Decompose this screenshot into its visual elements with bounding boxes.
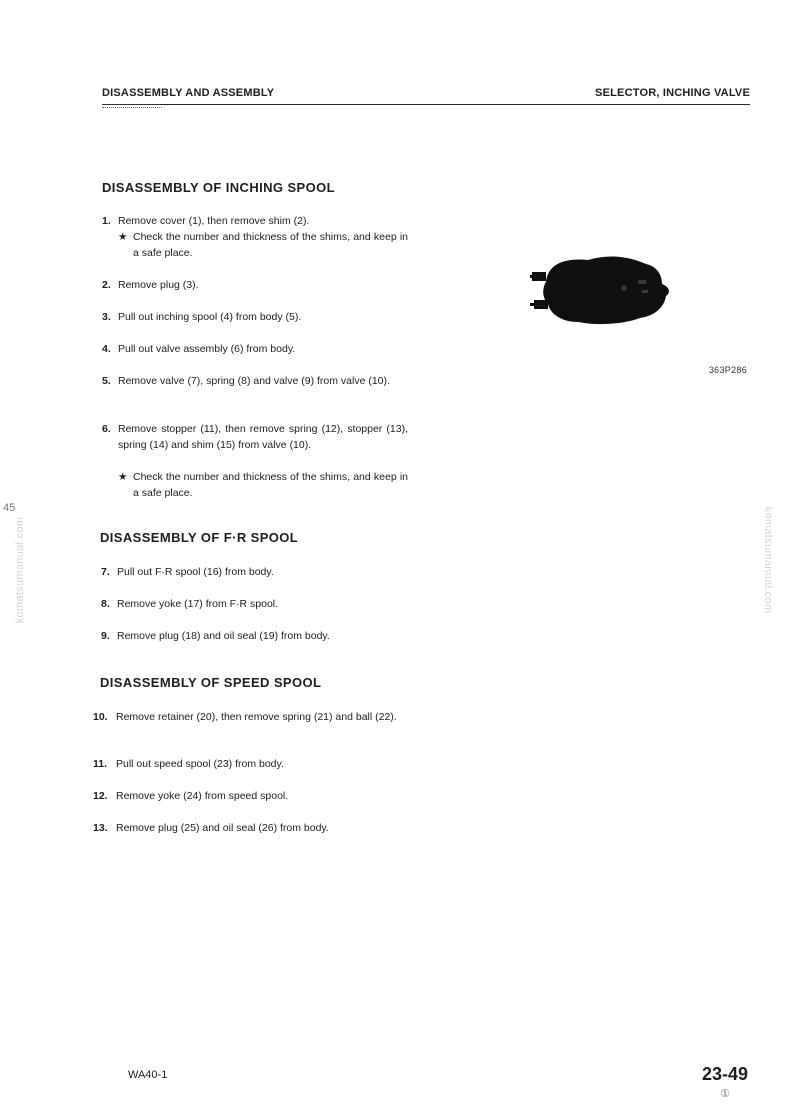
- step-text: Remove plug (3).: [118, 279, 199, 291]
- header-rule-underline: [102, 107, 162, 108]
- footer-page-number: 23-49: [701, 1064, 748, 1084]
- step-1-note: [118, 229, 408, 261]
- section-title-speed-spool: DISASSEMBLY OF SPEED SPOOL: [100, 675, 322, 690]
- header-rule: [102, 104, 750, 105]
- step-number: 4.: [102, 343, 111, 355]
- step-6-note: [118, 469, 408, 501]
- step-text: Remove valve (7), spring (8) and valve (9) from valve (10).: [118, 375, 390, 387]
- step-9: [101, 628, 407, 644]
- header-component-title: SELECTOR, INCHING VALVE: [595, 87, 750, 99]
- section-title-fr-spool: DISASSEMBLY OF F·R SPOOL: [100, 530, 299, 545]
- watermark-left: komatsumanual.com: [14, 516, 26, 624]
- note-text: Check the number and thickness of the shims, and keep in a safe place.: [133, 471, 408, 499]
- step-number: 11.: [93, 758, 108, 770]
- step-text: Remove yoke (24) from speed spool.: [116, 790, 289, 802]
- step-6: [102, 421, 408, 469]
- watermark-right: komatsumanual.com: [762, 506, 774, 614]
- step-text: Pull out speed spool (23) from body.: [116, 758, 284, 770]
- section-title-inching-spool: DISASSEMBLY OF INCHING SPOOL: [102, 180, 335, 195]
- step-text: Remove retainer (20), then remove spring (21) and ball (22).: [116, 711, 397, 723]
- margin-mark: 45: [3, 502, 16, 514]
- step-number: 9.: [101, 630, 110, 642]
- valve-assembly-figure: [528, 252, 674, 328]
- step-number: 7.: [101, 566, 110, 578]
- step-1: [102, 213, 408, 229]
- revision-mark: ①: [720, 1088, 730, 1100]
- step-8: [101, 596, 407, 612]
- step-number: 2.: [102, 279, 111, 291]
- step-number: 3.: [102, 311, 111, 323]
- step-7: [101, 564, 407, 580]
- step-2: [102, 277, 408, 293]
- step-4: [102, 341, 408, 357]
- step-number: 12.: [93, 790, 108, 802]
- step-5: [102, 373, 408, 405]
- step-3: [102, 309, 408, 325]
- step-11: [93, 756, 406, 772]
- star-note-icon: ★: [118, 471, 128, 483]
- step-13: [93, 820, 406, 836]
- star-note-icon: ★: [118, 231, 128, 243]
- note-text: Check the number and thickness of the shims, and keep in a safe place.: [133, 231, 408, 259]
- step-text: Remove stopper (11), then remove spring (12), stopper (13), spring (14) and shim (15) from valve (10).: [118, 423, 408, 451]
- step-text: Pull out inching spool (4) from body (5).: [118, 311, 302, 323]
- step-text: Remove yoke (17) from F·R spool.: [117, 598, 279, 610]
- step-number: 1.: [102, 215, 111, 227]
- step-12: [93, 788, 406, 804]
- step-number: 6.: [102, 423, 111, 435]
- step-text: Pull out valve assembly (6) from body.: [118, 343, 296, 355]
- step-number: 10.: [93, 711, 108, 723]
- footer-model: WA40-1: [128, 1069, 168, 1081]
- step-text: Remove plug (25) and oil seal (26) from body.: [116, 822, 329, 834]
- step-text: Remove plug (18) and oil seal (19) from body.: [117, 630, 330, 642]
- step-10: [93, 709, 406, 741]
- figure-caption: 363P286: [708, 365, 747, 375]
- step-number: 5.: [102, 375, 111, 387]
- step-number: 8.: [101, 598, 110, 610]
- step-text: Pull out F·R spool (16) from body.: [117, 566, 274, 578]
- step-text: Remove cover (1), then remove shim (2).: [118, 215, 310, 227]
- step-number: 13.: [93, 822, 108, 834]
- header-section-title: DISASSEMBLY AND ASSEMBLY: [102, 87, 275, 99]
